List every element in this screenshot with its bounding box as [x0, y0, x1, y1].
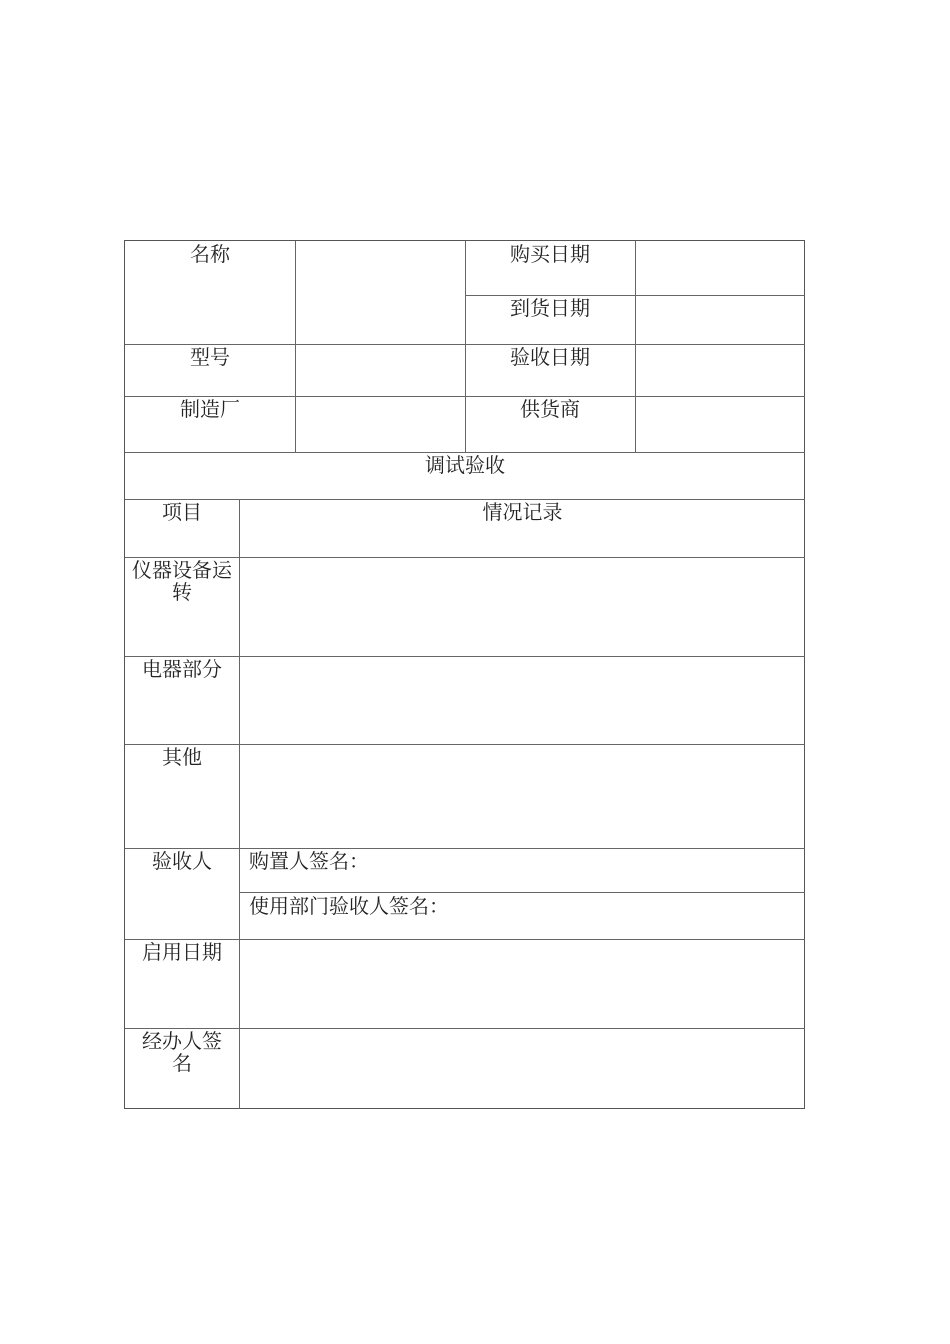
handler-signature-label: 经办人签名 — [142, 1029, 222, 1075]
record-cell-other[interactable] — [240, 745, 805, 848]
row-label-device-operation: 仪器设备运转 — [132, 558, 232, 604]
manufacturer-label: 制造厂 — [180, 397, 240, 421]
purchase-date-value-cell[interactable] — [636, 241, 805, 295]
acceptance-date-label: 验收日期 — [510, 345, 590, 369]
enable-date-value-cell[interactable] — [240, 940, 805, 1028]
handler-signature-value-cell[interactable] — [240, 1029, 805, 1109]
department-acceptor-signature-label: 使用部门验收人签名： — [249, 894, 449, 918]
manufacturer-value-cell[interactable] — [296, 397, 465, 452]
row-label-electrical: 电器部分 — [142, 657, 222, 681]
name-value-cell[interactable] — [296, 241, 465, 344]
record-cell-electrical[interactable] — [240, 657, 805, 744]
model-value-cell[interactable] — [296, 345, 465, 396]
acceptor-label: 验收人 — [152, 849, 212, 873]
buyer-signature-label: 购置人签名： — [249, 849, 369, 873]
arrival-date-label: 到货日期 — [510, 296, 590, 320]
acceptance-date-value-cell[interactable] — [636, 345, 805, 396]
name-label: 名称 — [190, 242, 230, 266]
supplier-value-cell[interactable] — [636, 397, 805, 452]
acceptance-form-table — [124, 240, 805, 1109]
section-title: 调试验收 — [425, 453, 505, 477]
arrival-date-value-cell[interactable] — [636, 296, 805, 344]
record-cell-device-operation[interactable] — [240, 558, 805, 656]
column-header-item: 项目 — [162, 500, 202, 524]
purchase-date-label: 购买日期 — [510, 242, 590, 266]
supplier-label: 供货商 — [520, 397, 580, 421]
column-header-record: 情况记录 — [482, 500, 563, 524]
row-label-other: 其他 — [162, 745, 202, 769]
model-label: 型号 — [190, 345, 230, 369]
divider — [125, 499, 805, 500]
divider — [125, 848, 805, 849]
enable-date-label: 启用日期 — [142, 940, 222, 964]
divider — [239, 892, 805, 893]
